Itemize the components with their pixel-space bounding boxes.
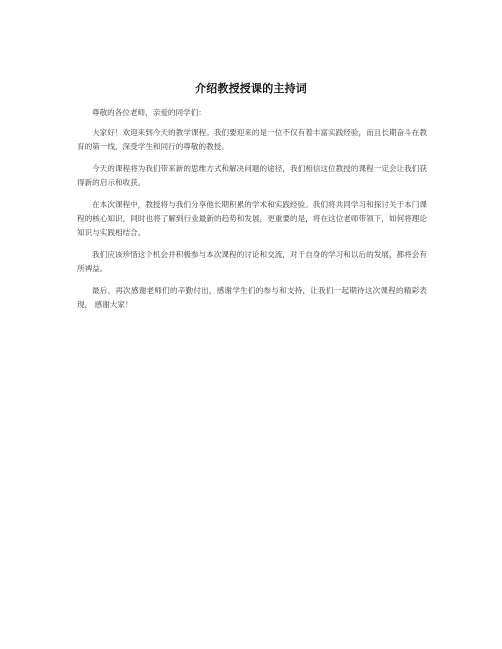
course-intro-paragraph: 今天的课程将为我们带来新的思维方式和解决问题的途径，我们相信这位教授的课程一定会让我们获得新的启示和收获。 <box>77 164 427 187</box>
document-title: 介绍教授授课的主持词 <box>195 82 307 95</box>
course-content-paragraph: 在本次课程中，教授将与我们分享他长期积累的学术和实践经验。我们将共同学习和探讨关于本门课程的核心知识，同时也将了解到行业最新的趋势和发展，更重要的是，将在这位老师带领下，如何将理论知识与实践相结合。 <box>77 200 427 237</box>
greeting-paragraph: 尊敬的各位老师，亲爱的同学们： <box>92 108 206 117</box>
closing-paragraph: 最后，再次感谢老师们的辛勤付出，感谢学生们的参与和支持，让我们一起期待这次课程的精彩表现， 感谢大家！ <box>77 286 427 309</box>
welcome-paragraph: 大家好！欢迎来到今天的教学课程。我们要迎来的是一位不仅有着丰富实践经验，而且长期奋斗在教育的第一线，深受学生和同行的尊敬的教授。 <box>77 128 427 151</box>
document-body <box>77 106 427 320</box>
participation-paragraph: 我们应该珍惜这个机会并积极参与本次课程的讨论和交流，对于自身的学习和以后的发展，都将会有所裨益。 <box>77 250 427 273</box>
